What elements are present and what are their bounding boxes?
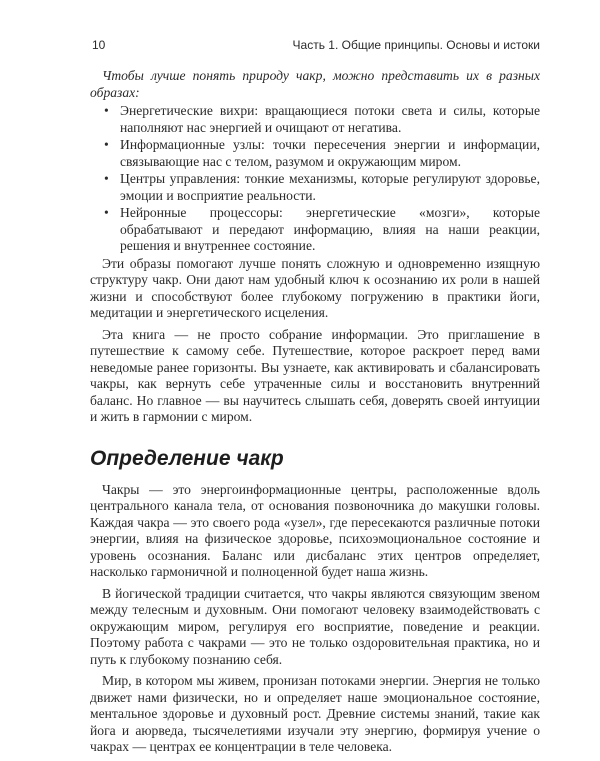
- bullet-icon: •: [104, 103, 109, 118]
- body-text: [90, 68, 540, 761]
- intro-paragraph: Чтобы лучше понять природу чакр, можно представить их в разных образах:: [90, 68, 540, 100]
- bullet-text: Нейронные процессоры: энергетические «мозги», которые обрабатывают и передают информацию, влияя на наши реакции, решения и внутреннее состояние.: [120, 205, 540, 253]
- bullet-icon: •: [104, 205, 109, 220]
- bullet-text: Информационные узлы: точки пересечения энергии и информации, связывающие нас с телом, разумом и окружающим миром.: [120, 137, 540, 169]
- page-number: 10: [92, 38, 106, 52]
- bullet-list: [90, 103, 540, 255]
- running-title: Часть 1. Общие принципы. Основы и истоки: [292, 38, 540, 52]
- bullet-item: [104, 103, 540, 136]
- page-header: [92, 37, 540, 53]
- bullet-icon: •: [104, 137, 109, 152]
- section-heading: Определение чакр: [90, 446, 284, 470]
- paragraph: Чакры — это энергоинформационные центры, расположенные вдоль центрального канала тела, от основания позвоночника до макушки головы. Каждая чакра — это своего рода «узел», где пересекаются различные потоки энергии, влияя на физическое здоровье, психоэмоциональное состояние и уровень осознания. Баланс или дисбаланс этих центров определяет, насколько гармоничной и полноценной будет наша жизнь.: [90, 481, 540, 579]
- bullet-item: [104, 171, 540, 204]
- paragraph: В йогической традиции считается, что чакры являются связующим звеном между телесным и духовным. Они помогают человеку взаимодействовать с окружающим миром, регулируя его восприятие, поведение и реакции. Поэтому работа с чакрами — это не только оздоровительная практика, но и путь к глубокому познанию себя.: [90, 585, 540, 667]
- bullet-icon: •: [104, 171, 109, 186]
- paragraph: Эта книга — не просто собрание информации. Это приглашение в путешествие к самому себе. Путешествие, которое раскроет перед вами неведомые ранее горизонты. Вы узнаете, как активировать и сбалансировать чакры, как вернуть себе утраченные силы и восстановить внутренний баланс. Но главное — вы научитесь слышать себя, доверять своей интуиции и жить в гармонии с миром.: [90, 326, 540, 424]
- bullet-item: [104, 205, 540, 255]
- bullet-item: [104, 137, 540, 170]
- bullet-text: Энергетические вихри: вращающиеся потоки света и силы, которые наполняют нас энергией и очищают от негатива.: [120, 103, 540, 135]
- paragraph: Мир, в котором мы живем, пронизан потоками энергии. Энергия не только движет нами физически, но и определяет наше эмоциональное состояние, ментальное здоровье и духовный рост. Древние системы знаний, такие как йога и аюрведа, тысячелетиями изучали эту энергию, формируя учение о чакрах — центрах ее концентрации в теле человека.: [90, 673, 540, 754]
- paragraph: Эти образы помогают лучше понять сложную и одновременно изящную структуру чакр. Они дают нам удобный ключ к осознанию их роли в нашей жизни и способствуют более глубокому погружению в практики йоги, медитации и энергетического исцеления.: [90, 255, 540, 320]
- bullet-text: Центры управления: тонкие механизмы, которые регулируют здоровье, эмоции и восприятие реальности.: [120, 171, 540, 203]
